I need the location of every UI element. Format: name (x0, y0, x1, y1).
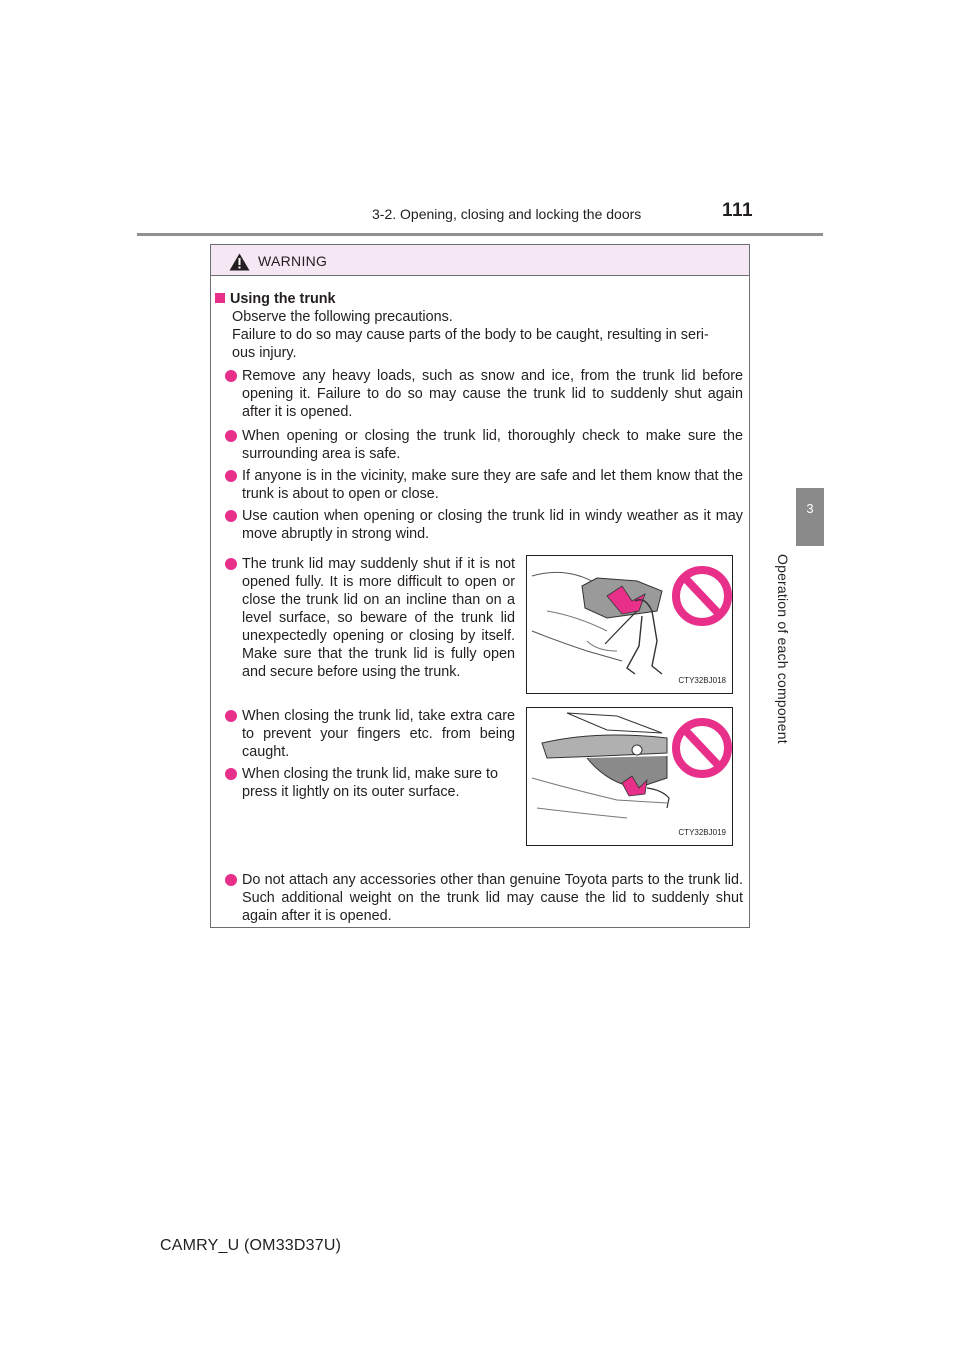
bullet-item (225, 367, 743, 421)
bullet-text: When closing the trunk lid, make sure to press it lightly on its outer surface. (242, 766, 498, 800)
header-divider (137, 233, 823, 236)
bullet-dot-icon (225, 710, 237, 722)
bullet-dot-icon (225, 768, 237, 780)
figure-code: CTY32BJ019 (678, 828, 726, 837)
bullet-text: Do not attach any accessories other than genuine Toyota parts to the trunk lid. Such additional weight on the trunk lid may cause the lid to suddenly shut again after it is opened. (242, 872, 743, 924)
bullet-item (225, 707, 515, 761)
figure-trunk-fingers (526, 707, 733, 846)
bullet-item (225, 427, 743, 463)
page-number: 111 (722, 200, 754, 221)
chapter-tab (796, 488, 824, 546)
bullet-dot-icon (225, 370, 237, 382)
chapter-label: Operation of each component (775, 554, 791, 744)
warning-box (210, 244, 750, 928)
figure-code: CTY32BJ018 (678, 676, 726, 685)
bullet-item (225, 765, 515, 801)
section-title: 3-2. Opening, closing and locking the doors (372, 206, 642, 222)
bullet-dot-icon (225, 430, 237, 442)
figure-trunk-person (526, 555, 733, 694)
bullet-dot-icon (225, 874, 237, 886)
bullet-item (225, 555, 515, 681)
bullet-text: If anyone is in the vicinity, make sure they are safe and let them know that the trunk is about to open or close. (242, 468, 743, 502)
bullet-text: Remove any heavy loads, such as snow and ice, from the trunk lid before opening it. Failure to do so may cause the trunk lid to suddenly shut again after it is opened. (242, 368, 743, 420)
bullet-dot-icon (225, 558, 237, 570)
chapter-number: 3 (806, 501, 814, 516)
warning-title: WARNING (258, 253, 328, 269)
warning-header (211, 245, 749, 276)
model-code: CAMRY_U (OM33D37U) (160, 1237, 342, 1254)
bullet-text: Use caution when opening or closing the trunk lid in windy weather as it may move abruptly in strong wind. (242, 508, 743, 542)
bullet-item (225, 467, 743, 503)
warning-triangle-icon (229, 253, 250, 271)
bullet-text: When opening or closing the trunk lid, thoroughly check to make sure the surrounding area is safe. (242, 428, 743, 462)
bullet-item (225, 871, 743, 925)
intro-paragraph: Observe the following precautions. Failure to do so may cause parts of the body to be caught, resulting in seri- ous injury. (232, 309, 709, 361)
square-bullet-icon (215, 293, 225, 303)
bullet-dot-icon (225, 510, 237, 522)
bullet-text: When closing the trunk lid, take extra care to prevent your fingers etc. from being caught. (242, 708, 515, 760)
heading-text: Using the trunk (230, 291, 336, 307)
bullet-item (225, 507, 743, 543)
bullet-dot-icon (225, 470, 237, 482)
bullet-text: The trunk lid may suddenly shut if it is not opened fully. It is more difficult to open or close the trunk lid on an incline than on a level surface, so beware of the trunk lid unexpectedly opening or closing by itself. Make sure that the trunk lid is fully open and secure before using the trunk. (242, 556, 515, 680)
section-heading (215, 290, 336, 308)
